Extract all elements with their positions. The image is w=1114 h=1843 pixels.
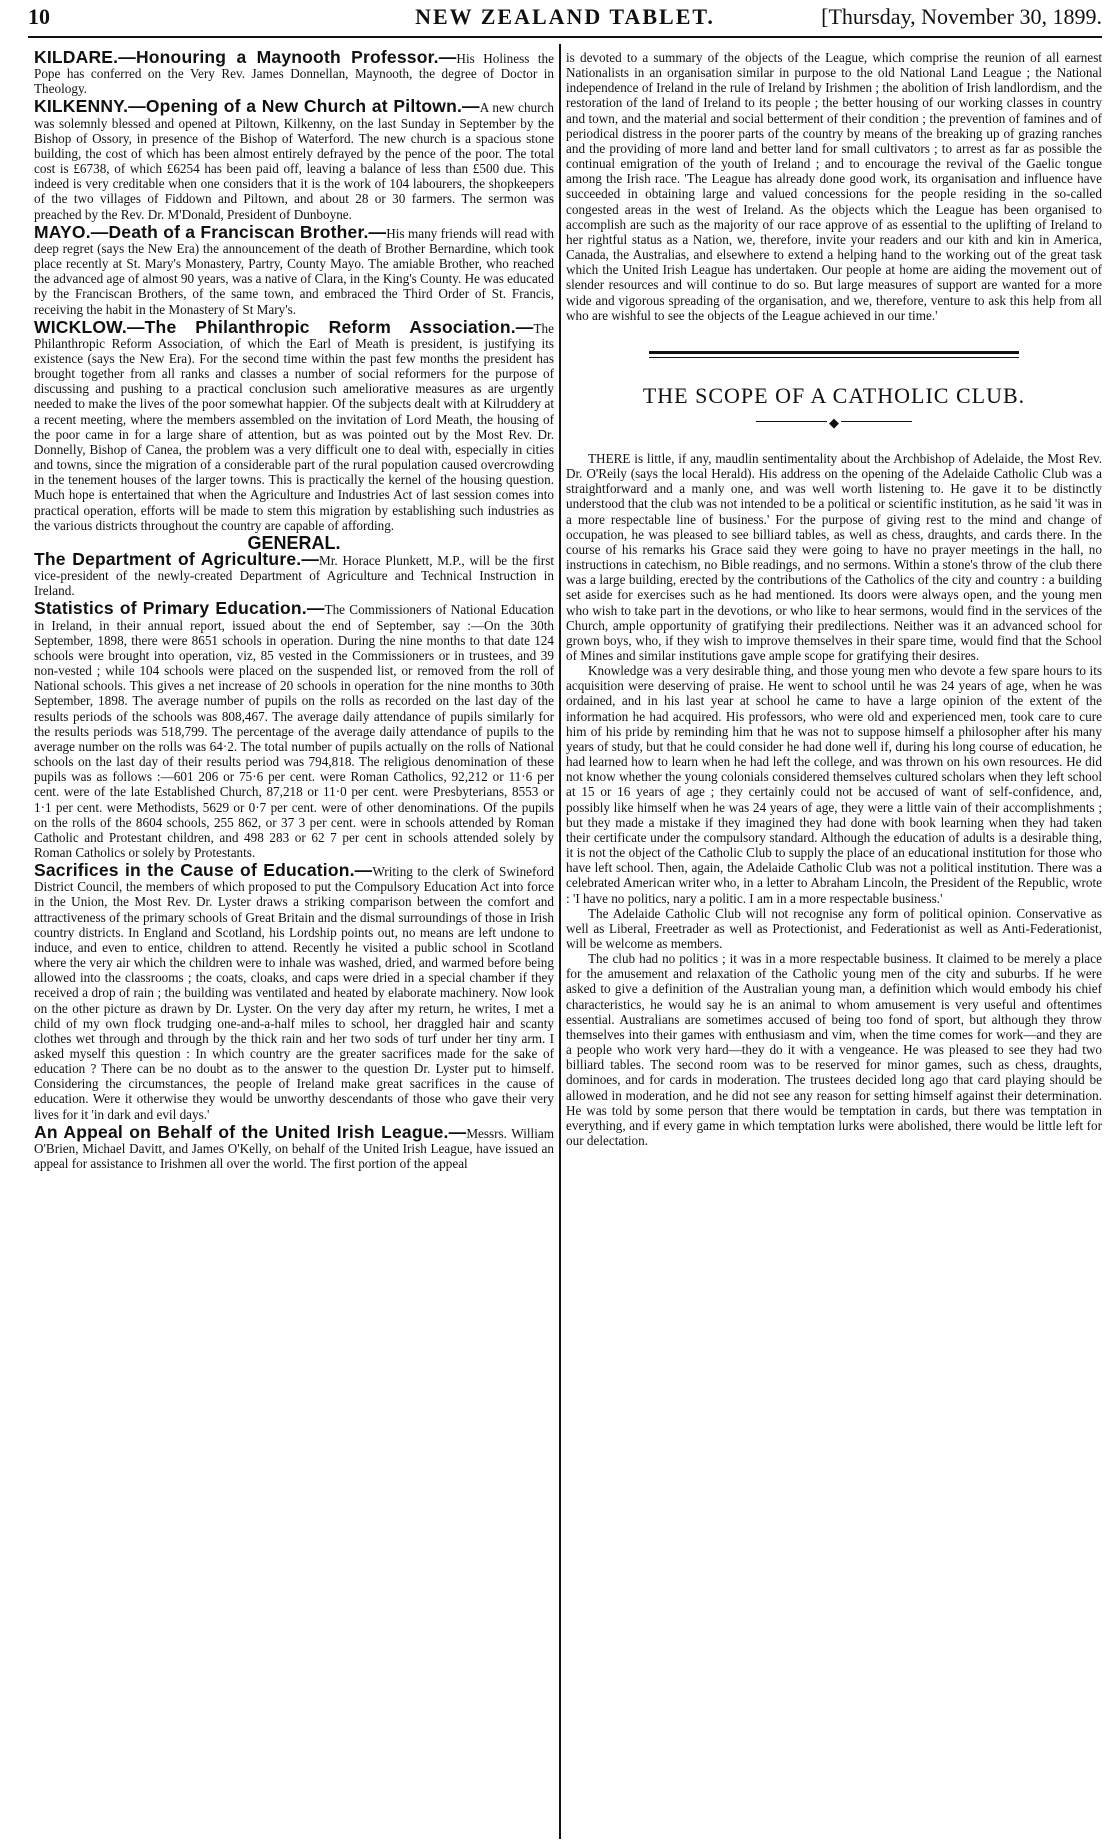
issue-date: [Thursday, November 30, 1899.: [821, 4, 1102, 29]
news-heading: MAYO.—Death of a Franciscan Brother.—: [34, 221, 387, 242]
league-appeal-continuation: is devoted to a summary of the objects of the League, which comprise the reunion of all earnest Nationalists in an organisation similar in purpose to the old National Land League ; the National independence of Ireland in the rule of Ireland by Irishmen ; the abolition of Irish landlordism, and the restoration of the land of Ireland to its people ; the better housing of our working classes in country and town, and the material and social betterment of their condition ; the prevention of famines and of periodical distress in the poorer parts of the country by means of the breaking up of grazing ranches and the providing of more land and better land for small cultivators ; to arrest as far as possible the continual emigration of the youth of Ireland ; and to encourage the revival of the Gaelic tongue among the Irish race. 'The League has already done good work, its organisation and influence have succeeded in obtaining large and valued concessions for the people residing in the so-called congested areas in the west of Ireland. As the objects which the League has been organised to accomplish are such as the majority of our race approve of as essential to the uplifting of Ireland to her rightful status as a Nation, we, therefore, invite your readers and our kith and kin in America, Canada, the Australias, and elsewhere to extend a helping hand to the working out of the great task which the United Irish League has undertaken. Our people at home are aiding the movement out of slender resources and will continue to do so. But large measures of support are wanted for a more wide and vigorous spreading of the organisation, and we, therefore, venture to ask this help from all who are wishful to see the objects of the League achieved in our time.': [566, 50, 1102, 323]
news-heading: An Appeal on Behalf of the United Irish League.—: [34, 1121, 467, 1142]
right-column: [566, 50, 1102, 1835]
news-heading: KILDARE.—Honouring a Maynooth Professor.—: [34, 50, 457, 67]
masthead: [28, 2, 1102, 38]
news-item-kildare: [34, 50, 554, 96]
news-body: The Philanthropic Reform Association, of which the Earl of Meath is president, is justifying its existence (says the New Era). For the second time within the past few months the president has brought together from all ranks and classes a number of social reformers for the purpose of discussing and pushing to a practical conclusion such ameliorative measures as are urgently needed to make the lives of the poor somewhat happier. Of the subjects dealt with at Kilruddery at a recent meeting, where the members assembled on the invitation of Lord Meath, the housing of the poor came in for a large share of attention, but as was pointed out by the Most Rev. Dr. Donnelly, Bishop of Canea, the problem was a very difficult one to deal with, especially in cities and towns, since the migration of a considerable part of the rural population caused overcrowding in the tenement houses of the larger towns. This is practically the kernel of the housing question. Much hope is entertained that when the Agriculture and Industries Act of last session comes into practical operation, efforts will be made to stem this migration by establishing such industries as the various districts throughout the country are capable of affording.: [34, 320, 554, 533]
section-heading-general: GENERAL.: [247, 532, 341, 553]
news-heading: Sacrifices in the Cause of Education.—: [34, 860, 373, 881]
news-item-wicklow: [34, 316, 554, 533]
news-heading: The Department of Agriculture.—: [34, 549, 320, 569]
article-separator-rule: [649, 351, 1019, 358]
publication-title: NEW ZEALAND TABLET.: [415, 4, 715, 29]
news-item-sacrifices: [34, 860, 554, 1122]
news-item-kilkenny: [34, 96, 554, 222]
news-body: A new church was solemnly blessed and opened at Piltown, Kilkenny, on the last Sunday in September by the Bishop of Ossory, in presence of the Bishop of Waterford. The new church is a spacious stone building, the cost of which has been almost entirely defrayed by the pence of the poor. The total cost is £6738, of which £6254 has been paid off, leaving a balance of less than £500 due. This indeed is very creditable when one considers that it is the work of 104 labourers, the shopkeepers of the two villages of Fiddown and Piltown, and about 28 or 30 farmers. The sermon was preached by the Rev. Dr. M'Donald, President of Dunboyne.: [34, 100, 554, 222]
ornament-divider: [566, 415, 1102, 429]
news-item-league-appeal: [34, 1121, 554, 1172]
article-paragraph: THERE is little, if any, maudlin sentimentality about the Archbishop of Adelaide, the Most Rev. Dr. O'Reily (says the local Herald). His address on the opening of the Adelaide Catholic Club was a straightforward and a manly one, and was well worth listening to. He gave it to be distinctly understood that the club was not intended to be a political or scientific institution, as he said 'it was in a more respectable line of business.' For the purpose of giving rest to the mind and change of occupation, he was pleased to see billiard tables, as well as chess, draughts, and cards there. In the course of his remarks his Grace said they were going to have no prayer meetings in the hall, no instructions in catechism, no Bible readings, and no sermons. Within a stone's throw of the club there was a large building, erected by the contributions of the Catholics of the city and country : a building set aside for exercises such as he had mentioned. Its doors were always open, and the young men who wish to take part in the devotions, or who like to hear sermons, would find in the services of the Church, ample opportunity of gratifying their predilections. Neither was it an advanced school for grown boys, who, if they wish to improve themselves in their spare time, would find that the School of Mines and similar institutions gave ample scope for gratifying their desires.: [566, 450, 1102, 663]
article-title: THE SCOPE OF A CATHOLIC CLUB.: [642, 382, 1026, 408]
article-paragraph: The Adelaide Catholic Club will not recognise any form of political opinion. Conservative as well as Liberal, Freetrader as well as Protectionist, and Federationist as well as Anti-Federationist, will be welcome as members.: [566, 905, 1102, 951]
news-body: Messrs. William O'Brien, Michael Davitt, and James O'Kelly, on behalf of the United Irish League, have issued an appeal for assistance to Irishmen all over the world. The first portion of the appeal: [34, 1125, 554, 1172]
diamond-icon: ◆: [829, 414, 839, 430]
news-body: The Commissioners of National Education in Ireland, in their annual report, issued about the end of September, say :—On the 30th September, 1898, there were 8651 schools in operation. During the nine months to that date 124 schools were brought into operation, viz, 85 vested in the Commissioners or in trustees, and 39 non-vested ; while 104 schools were placed on the suspended list, or removed from the roll of National schools. This gives a net increase of 20 schools in operation for the nine months to 30th September, 1898. The average number of pupils on the rolls as recorded on the last day of the results periods of the schools was 808,467. The average daily attendance of pupils similarly for the results periods was 518,799. The percentage of the average daily attendance of pupils to the average number on the rolls was 64·2. The total number of pupils actually on the rolls of National schools on the last day of their results period was 794,818. The religious denomination of these pupils was as follows :—601 206 or 75·6 per cent. were Roman Catholics, 92,212 or 11·6 per cent. were of the late Established Church, 87,218 or 11·0 per cent. were Presbyterians, 8553 or 1·1 per cent. were Methodists, 5629 or 0·7 per cent. were of other denominations. Of the pupils on the rolls of the 8604 schools, 255 862, or 37 3 per cent. were in schools attended by Roman Catholic and Protestant children, and 498 283 or 62 7 per cent in schools attended solely by Roman Catholics or solely by Protestants.: [34, 602, 554, 860]
news-item-agriculture: [34, 549, 554, 599]
article-paragraph: The club had no politics ; it was in a more respectable business. It claimed to be merely a place for the amusement and relaxation of the Catholic young men of the city and suburbs. If he were asked to give a definition of the Australian young man, a definition which would embody his chief characteristics, he would say he is an animal to whom amusement is very useful and oftentimes essential. Australians are sometimes accused of being too fond of sport, but although they throw themselves into their games with enthusiasm and vim, when the time comes for work—and they are a people who work very hard—they do it with a vengeance. He was pleased to see they had two billiard tables. The second room was to be reserved for minor games, such as chess, draughts, dominoes, and for cards in moderation. The trustees decided long ago that card playing should be allowed in moderation, and he did not see any reason for setting himself against their determination. He was told by some person that there would be temptation in cards, but there was temptation in everything, and if every game in which temptation lurks were abolished, there would be little left for our delectation.: [566, 951, 1102, 1148]
news-item-mayo: [34, 221, 554, 317]
news-body: Writing to the clerk of Swineford District Council, the members of which proposed to put the Compulsory Education Act into force in the Union, the Most Rev. Dr. Lyster draws a striking comparison between the comfort and attractiveness of the primary schools of Great Britain and the dismal surroundings of those in Irish country districts. In England and Scotland, his Lordship points out, no means are left undone to induce, and even to entice, children to attend. Recently he visited a public school in Scotland where the very air which the children were to inhale was washed, dried, and warmed before being allowed into the classrooms ; the coats, cloaks, and caps were dried in a special chamber if they received a drop of rain ; the building was ventilated and heated by elaborate machinery. Now look on the other picture as drawn by Dr. Lyster. On the very day after my return, he writes, I met a child of my own flock trudging one-and-a-half miles to school, her draggled hair and scanty clothes wet through and through by the thick rain and her two sods of turf under her tiny arm. I asked myself this question : In which country are the greater sacrifices made for the sake of education ? There can be no doubt as to the answer to the question Dr. Lyster put to himself. Considering the circumstances, the people of Ireland make great sacrifices in the cause of education. Were it otherwise they would be unworthy descendants of those who gave their very lives for it 'in dark and evil days.': [34, 864, 554, 1122]
news-heading: WICKLOW.—The Philanthropic Reform Association.—: [34, 316, 534, 337]
news-body: His Holiness the Pope has conferred on the Very Rev. James Donnellan, Maynooth, the degree of Doctor in Theology.: [34, 51, 554, 97]
column-divider: [559, 44, 561, 1839]
news-item-statistics: [34, 598, 554, 860]
news-body: His many friends will read with deep regret (says the New Era) the announcement of the death of Brother Bernardine, which took place recently at St. Mary's Monastery, Partry, County Mayo. The amiable Brother, who reached the advanced age of almost 90 years, was a native of Clara, in the King's County. He was educated by the Franciscan Brothers, of the same town, and embraced the Third Order of St. Francis, receiving the habit in the Monastery of St Mary's.: [34, 225, 554, 317]
news-heading: Statistics of Primary Education.—: [34, 598, 325, 619]
page-number: 10: [28, 4, 50, 29]
news-body: Mr. Horace Plunkett, M.P., will be the first vice-president of the newly-created Department of Agriculture and Technical Instruction in Ireland.: [34, 553, 554, 599]
news-heading: KILKENNY.—Opening of a New Church at Piltown.—: [34, 96, 480, 117]
article-paragraph: Knowledge was a very desirable thing, and those young men who devote a few spare hours to its acquisition were deserving of praise. He went to school until he was 24 years of age, when he was ordained, and in his last year at school he came to have a large opinion of the extent of the information he had acquired. His professors, who were old and experienced men, took care to cure him of his pride by reminding him that he was not to suppose himself a philosopher after his many years of study, but that he could consider he had done well if, during his long course of education, he had learned how to learn when he had left the college, and was thrown on his own resources. He did not know whether the young colonials considered themselves cultured scholars when they left school at 15 or 16 years of age ; they certainly could not be accused of want of self-confidence, and, possibly like himself when he was 24 years of age, they were a little vain of their accomplishments ; but they made a mistake if they imagined they had done with book learning when they had taken their certificate under the compulsory standard. Although the education of adults is a desirable thing, it is not the object of the Catholic Club to supply the place of an educational institution for those who have left school. Then, again, the Adelaide Catholic Club was not a political institution. There was a celebrated American writer who, in a letter to Abraham Lincoln, the President of the Republic, wrote : 'I have no politics, nary a politic. I am in a more respectable business.': [566, 663, 1102, 906]
left-column: [34, 50, 554, 1835]
